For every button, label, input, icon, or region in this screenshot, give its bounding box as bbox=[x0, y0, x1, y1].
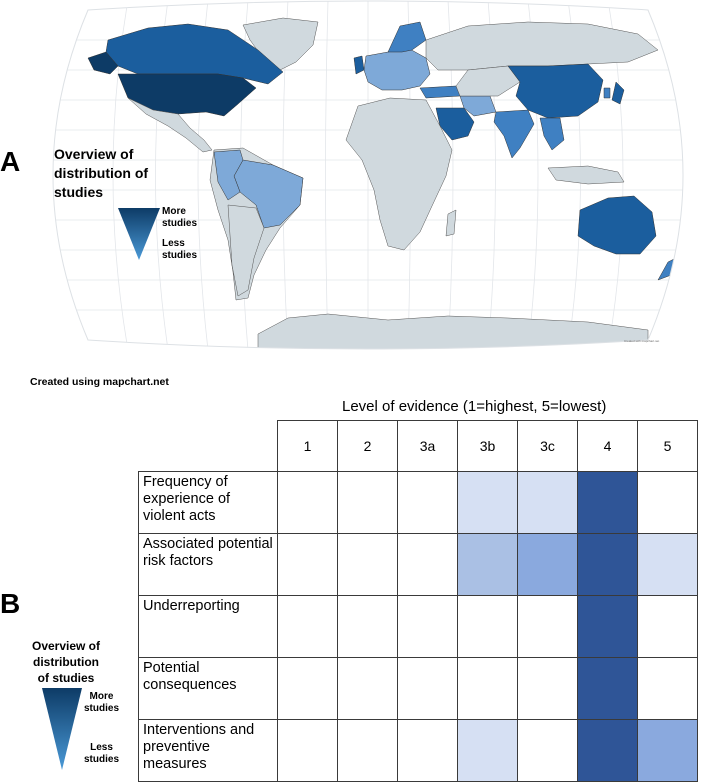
evidence-cell bbox=[338, 720, 398, 782]
evidence-table-title: Level of evidence (1=highest, 5=lowest) bbox=[342, 398, 607, 415]
row-label: Underreporting bbox=[139, 596, 278, 658]
evidence-cell bbox=[398, 472, 458, 534]
evidence-cell bbox=[578, 596, 638, 658]
table-row bbox=[139, 472, 698, 534]
table-row bbox=[139, 720, 698, 782]
evidence-cell bbox=[638, 596, 698, 658]
evidence-cell bbox=[578, 658, 638, 720]
evidence-cell bbox=[278, 720, 338, 782]
evidence-cell bbox=[398, 658, 458, 720]
evidence-cell bbox=[398, 720, 458, 782]
panel-a-letter: A bbox=[0, 146, 21, 177]
evidence-cell bbox=[458, 472, 518, 534]
evidence-cell bbox=[638, 720, 698, 782]
evidence-table bbox=[138, 420, 698, 782]
column-header: 1 bbox=[278, 421, 338, 472]
table-legend-title: Overview of distribution of studies bbox=[31, 639, 101, 685]
evidence-cell bbox=[638, 472, 698, 534]
column-header: 3a bbox=[398, 421, 458, 472]
row-label: Frequency of experience of violent acts bbox=[139, 472, 278, 534]
korea bbox=[604, 88, 610, 98]
table-corner bbox=[139, 421, 278, 472]
evidence-cell bbox=[458, 720, 518, 782]
evidence-cell bbox=[458, 596, 518, 658]
evidence-cell bbox=[278, 534, 338, 596]
table-row bbox=[139, 596, 698, 658]
row-label: Associated potential risk factors bbox=[139, 534, 278, 596]
panel-b-letter: B bbox=[0, 588, 21, 619]
evidence-cell bbox=[578, 472, 638, 534]
row-label: Potential consequences bbox=[139, 658, 278, 720]
evidence-cell bbox=[458, 658, 518, 720]
evidence-cell bbox=[578, 720, 638, 782]
table-legend-triangle bbox=[42, 688, 82, 770]
evidence-cell bbox=[278, 658, 338, 720]
evidence-cell bbox=[338, 596, 398, 658]
evidence-cell bbox=[638, 534, 698, 596]
evidence-cell bbox=[638, 658, 698, 720]
map-credit: Created using mapchart.net bbox=[30, 376, 169, 388]
evidence-cell bbox=[458, 534, 518, 596]
evidence-cell bbox=[398, 534, 458, 596]
column-header: 5 bbox=[638, 421, 698, 472]
evidence-cell bbox=[338, 472, 398, 534]
evidence-cell bbox=[518, 472, 578, 534]
row-label: Interventions and preventive measures bbox=[139, 720, 278, 782]
map-tiny-credit: Created with mapchart.net bbox=[624, 339, 660, 343]
evidence-cell bbox=[398, 596, 458, 658]
evidence-cell bbox=[518, 720, 578, 782]
turkey bbox=[420, 86, 460, 98]
evidence-cell bbox=[338, 658, 398, 720]
evidence-cell bbox=[518, 534, 578, 596]
column-header: 3b bbox=[458, 421, 518, 472]
table-row bbox=[139, 658, 698, 720]
column-header: 3c bbox=[518, 421, 578, 472]
table-row bbox=[139, 534, 698, 596]
table-legend-more: More studies bbox=[84, 691, 120, 714]
column-header: 2 bbox=[338, 421, 398, 472]
evidence-cell bbox=[338, 534, 398, 596]
evidence-cell bbox=[578, 534, 638, 596]
legend-more-label: More studies bbox=[162, 206, 198, 229]
evidence-cell bbox=[518, 658, 578, 720]
legend-less-label: Less studies bbox=[162, 238, 198, 261]
map-legend-title: Overview of distribution of studies bbox=[54, 146, 149, 200]
evidence-cell bbox=[278, 472, 338, 534]
table-legend-less: Less studies bbox=[84, 742, 120, 765]
evidence-cell bbox=[278, 596, 338, 658]
evidence-cell bbox=[518, 596, 578, 658]
legend-gradient-triangle bbox=[118, 208, 160, 260]
column-header: 4 bbox=[578, 421, 638, 472]
